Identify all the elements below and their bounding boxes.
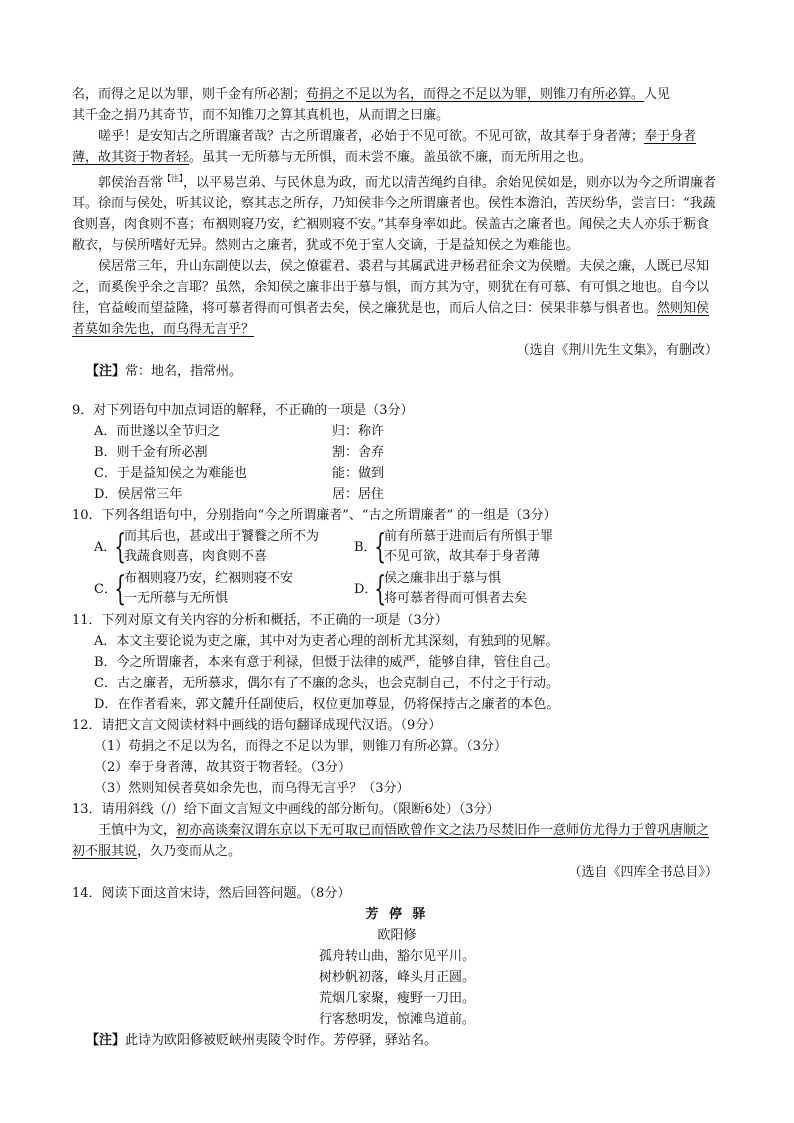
q9-option-b[interactable]: B．则千金有所必割 xyxy=(94,445,208,461)
q10-option-a[interactable] xyxy=(94,527,354,567)
q10-b-line1: 前有所慕于进而后有所惧于罪 xyxy=(384,529,554,545)
poem-title: 芳 停 驿 xyxy=(365,907,429,923)
q10-a-line1: 而其后也，甚或出于饕餮之所不为 xyxy=(124,529,320,545)
q10-a-line2: 我蔬食则喜，肉食则不喜 xyxy=(124,549,268,565)
note-label: 【注】 xyxy=(86,364,126,380)
q9-options xyxy=(72,421,722,505)
passage-p1 xyxy=(72,84,722,126)
q10-stem: 10．下列各组语句中，分别指向“今之所谓廉者”、“古之所谓廉者” 的一组是（3分） xyxy=(72,508,557,524)
footnote-marker: 【注】 xyxy=(163,174,184,183)
q11-stem: 11．下列对原文有关内容的分析和概括，不正确的一项是（3分） xyxy=(72,613,448,629)
q10-b-line2: 不见可欲，故其奉于身者薄 xyxy=(384,549,541,565)
q9-option-c-gloss: 能：做到 xyxy=(332,466,385,482)
exam-page xyxy=(72,84,722,1051)
brace-icon: { xyxy=(114,569,127,610)
passage-p2 xyxy=(72,126,722,168)
q9-option-c[interactable]: C．于是益知侯之为难能也 xyxy=(94,466,247,482)
q12-item-3: （3）然则知侯者莫如余先也，而乌得无言乎？（3分） xyxy=(94,781,410,797)
underlined-sentence-2: 奉于身者薄，故其资于物者轻 xyxy=(72,129,697,165)
underlined-sentence-1: 苟捐之不足以为名，而得之不足以为罪，则锥刀有所必算。 xyxy=(306,87,645,102)
note-text: 常：地名，指常州。 xyxy=(125,364,243,380)
poem-line-1: 孤舟转山曲，豁尔见平川。 xyxy=(318,949,475,965)
q13-text-tail: ，久乃变而从之。 xyxy=(137,844,242,860)
passage-source: （选自《荆川先生文集》，有删改） xyxy=(516,343,718,359)
poem-note-label: 【注】 xyxy=(86,1033,126,1049)
q13-text xyxy=(72,820,722,862)
q9-option-b-gloss: 割：舍弃 xyxy=(332,445,385,461)
q11-option-d[interactable]: D．在作者看来，郭文麓升任副使后，权位更加尊显，仍将保持古之廉者的本色。 xyxy=(94,697,560,713)
q13-underlined-segment[interactable]: 初亦高谈秦汉谓东京以下无可取已而悟欧曾作文之法乃尽焚旧作一意师仿尤得力于曾巩唐顺之初不服其说 xyxy=(72,823,710,860)
passage-p3 xyxy=(72,168,722,256)
q13-stem: 13．请用斜线（/）给下面文言短文中画线的部分断句。（限断6处）（3分） xyxy=(72,802,500,818)
poem-line-4: 行客愁明发，惊滩鸟道前。 xyxy=(318,1012,475,1028)
passage-text: 其千金之捐乃其奇节，而不知锥刀之算其真机也，从而谓之曰廉。 xyxy=(72,108,450,123)
passage-p4 xyxy=(72,256,722,340)
q12-item-1: （1）苟捐之不足以为名，而得之不足以为罪，则锥刀有所必算。（3分） xyxy=(94,739,508,755)
poem xyxy=(72,904,722,1030)
passage-text: 嗟乎！是安知古之所谓廉者哉？古之所谓廉者，必始于不见可欲。不见可欲，故其奉于身者薄； xyxy=(98,129,645,144)
passage-text: 。虽其一无所慕与无所惧，而未尝不廉。盖虽欲不廉，而无所用之也。 xyxy=(189,150,593,165)
q10-option-b-label: B． xyxy=(354,539,377,555)
passage-text: 名，而得之足以为罪，则千金有所必割； xyxy=(72,87,307,102)
q10-option-a-label: A． xyxy=(94,539,117,555)
passage-text: 侯居常三年，升山东副使以去，侯之僚霍君、裘君与其属武进尹杨君征余文为侯赠。夫侯之廉，人既已尽知之，而奚俟乎余之言耶？虽然，余知侯之廉非出于慕与惧，而方其为守，则犹在有可慕、有可惧之地也。自今以往，官益峻而望益隆，将可慕者得而可惧者去矣，侯之廉犹是也，而后人信之曰：侯果非慕与惧者也。 xyxy=(72,259,710,317)
passage-text: 郭侯治吾常 xyxy=(98,175,164,191)
underlined-sentence-3: 然则知侯者莫如余先也，而乌得无言乎？ xyxy=(72,301,710,338)
q13-text-lead: 王慎中为文， xyxy=(98,823,177,839)
q10-row-cd xyxy=(72,568,722,610)
q10-d-line2: 将可慕者得而可惧者去矣 xyxy=(384,591,528,607)
passage-text: 人见 xyxy=(644,87,671,102)
brace-icon: { xyxy=(374,527,387,568)
poem-author: 欧阳修 xyxy=(377,928,417,944)
q12-stem: 12．请把文言文阅读材料中画线的语句翻译成现代汉语。（9分） xyxy=(72,718,442,734)
q11-option-b[interactable]: B．今之所谓廉者，本来有意于利禄，但慑于法律的威严，能够自律，管住自己。 xyxy=(94,655,559,671)
q9-option-a[interactable]: A．而世遂以全节归之 xyxy=(94,424,221,440)
brace-icon: { xyxy=(114,527,127,568)
q10-row-ab xyxy=(72,526,722,568)
q10-c-line1: 布裀则寝乃安，纻裀则寝不安 xyxy=(124,571,294,587)
poem-note-text: 此诗为欧阳修被贬峡州夷陵令时作。芳停驿，驿站名。 xyxy=(125,1033,438,1049)
q11-option-c[interactable]: C．古之廉者，无所慕求，偶尔有了不廉的念头，也会克制自己，不付之于行动。 xyxy=(94,676,559,692)
q10-option-c[interactable] xyxy=(94,569,354,609)
q10-option-d-label: D． xyxy=(354,581,378,597)
poem-note xyxy=(72,1030,722,1051)
q10-option-b[interactable] xyxy=(354,527,614,567)
q12-item-2: （2）奉于身者薄，故其资于物者轻。（3分） xyxy=(94,760,352,776)
q9-option-d[interactable]: D．侯居常三年 xyxy=(94,487,183,503)
poem-line-3: 荒烟几家聚，瘦野一刀田。 xyxy=(318,991,475,1007)
passage-note xyxy=(72,361,722,382)
q13-source: （选自《四库全书总目》） xyxy=(568,865,718,881)
q9-option-d-gloss: 居：居住 xyxy=(332,487,385,503)
brace-icon: { xyxy=(374,569,387,610)
q10-d-line1: 侯之廉非出于慕与惧 xyxy=(384,571,502,587)
q9-stem: 9．对下列语句中加点词语的解释，不正确的一项是（3分） xyxy=(72,403,414,419)
passage-text: ，以平易岂弟、与民休息为政，而尤以清苦绳约自律。余始见侯如是，则亦以为今之所谓廉者耳。徐而与侯处，听其议论，察其志之所存，乃知侯非今之所谓廉者也。侯性本澹泊，苦厌纷华，尝言曰：“我蔬食则喜，肉食则不喜；布裀则寝乃安，纻裀则寝不安。”其奉身率如此。侯盖古之廉者也。闻侯之夫人亦乐于粝食敝衣，与侯所嗜好无异。然则古之廉者，犹或不免于室人交谪，于是益知侯之为难能也。 xyxy=(72,175,717,254)
q10-c-line2: 一无所慕与无所惧 xyxy=(124,591,229,607)
q14-stem: 14．阅读下面这首宋诗，然后回答问题。（8分） xyxy=(72,886,351,902)
poem-line-2: 树杪帆初落，峰头月正圆。 xyxy=(318,970,475,986)
q9-option-a-gloss: 归：称许 xyxy=(332,424,385,440)
q10-option-d[interactable] xyxy=(354,569,614,609)
q11-option-a[interactable]: A．本文主要论说为吏之廉，其中对为吏者心理的剖析尤其深刻，有独到的见解。 xyxy=(94,634,559,650)
q10-option-c-label: C． xyxy=(94,581,117,597)
